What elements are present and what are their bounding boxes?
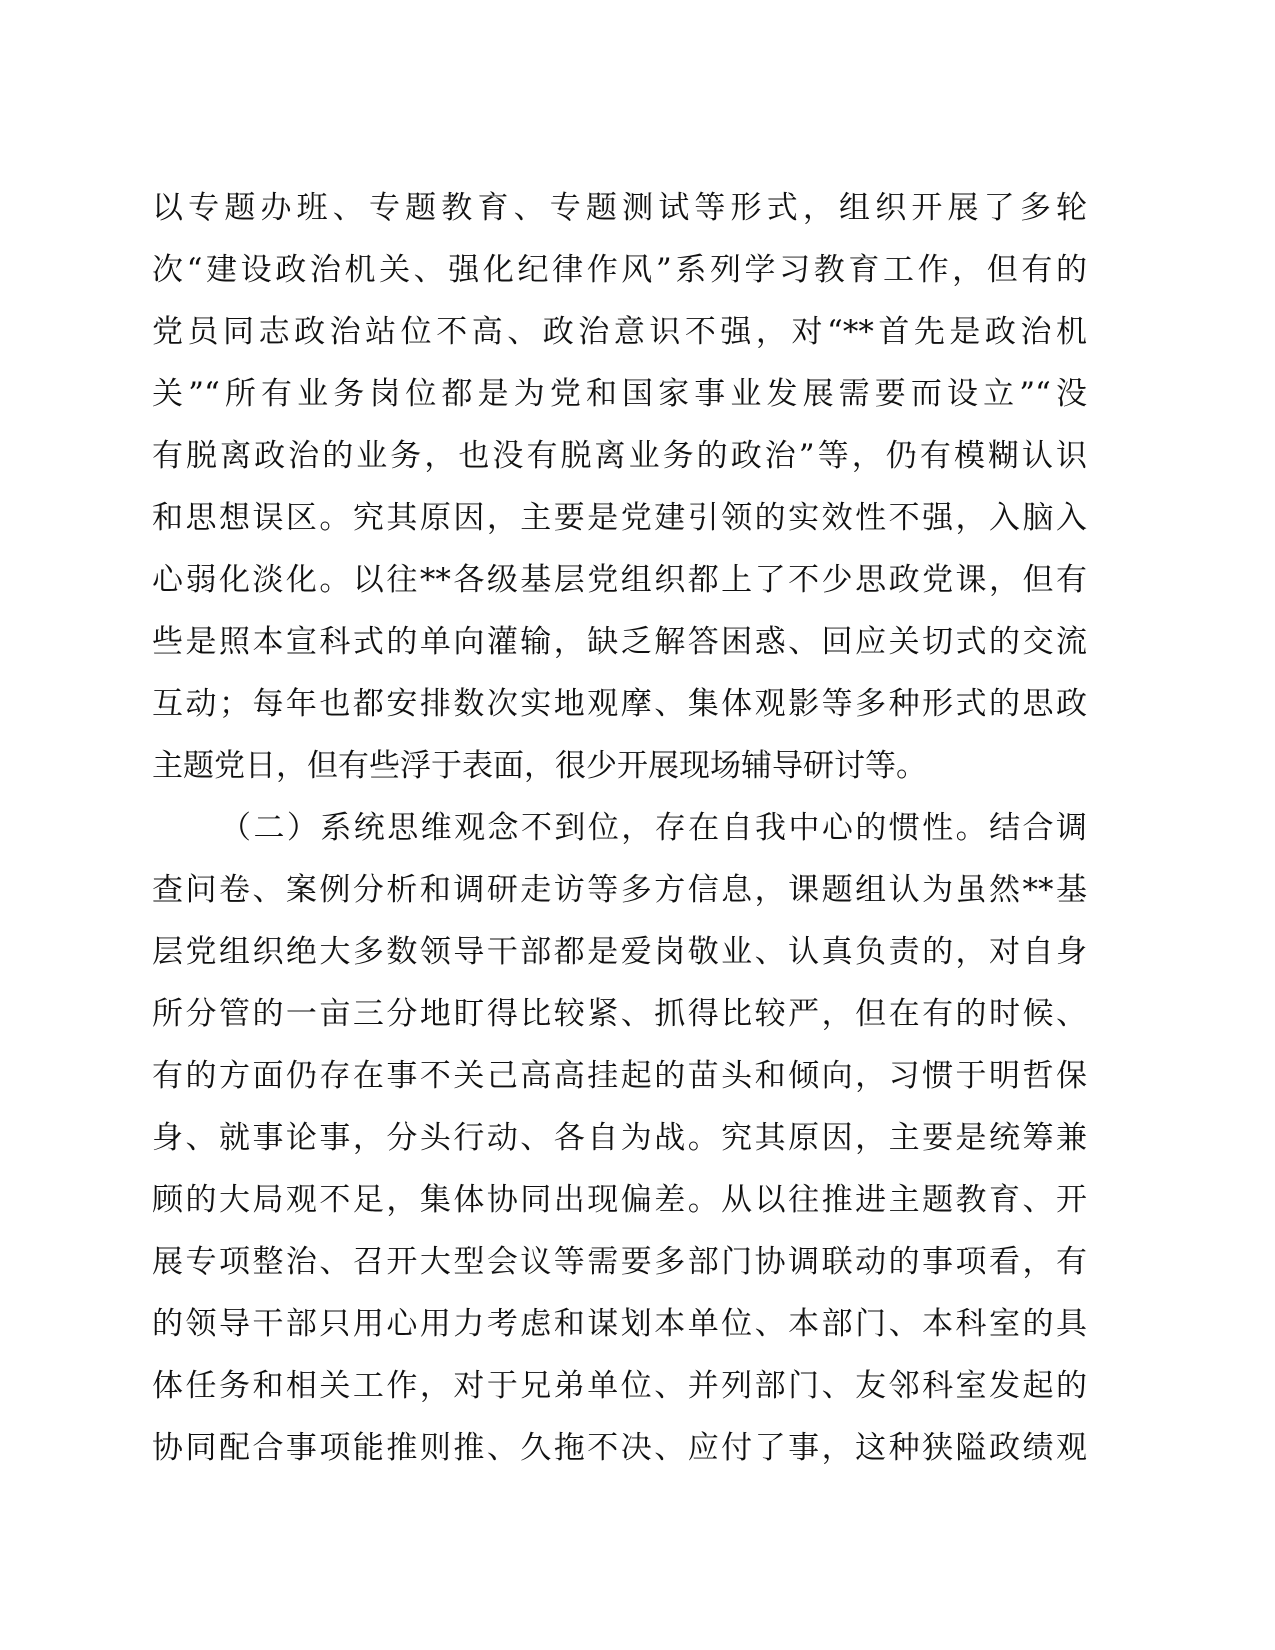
- text-line: 查问卷、案例分析和调研走访等多方信息，课题组认为虽然**基: [152, 872, 1087, 908]
- text-line: 和思想误区。究其原因，主要是党建引领的实效性不强，入脑入: [152, 500, 1087, 536]
- text-line: 的领导干部只用心用力考虑和谋划本单位、本部门、本科室的具: [152, 1306, 1087, 1342]
- text-line: 关”“所有业务岗位都是为党和国家事业发展需要而设立”“没: [152, 376, 1087, 412]
- text-line: 党员同志政治站位不高、政治意识不强，对“**首先是政治机: [152, 314, 1087, 350]
- text-line: 有脱离政治的业务，也没有脱离业务的政治”等，仍有模糊认识: [152, 438, 1087, 474]
- text-line: 些是照本宣科式的单向灌输，缺乏解答困惑、回应关切式的交流: [152, 624, 1087, 660]
- text-line: 心弱化淡化。以往**各级基层党组织都上了不少思政党课，但有: [152, 562, 1087, 598]
- text-line: 展专项整治、召开大型会议等需要多部门协调联动的事项看，有: [152, 1244, 1087, 1280]
- text-line: 身、就事论事，分头行动、各自为战。究其原因，主要是统筹兼: [152, 1120, 1087, 1156]
- text-line: 有的方面仍存在事不关己高高挂起的苗头和倾向，习惯于明哲保: [152, 1058, 1087, 1094]
- text-line: 所分管的一亩三分地盯得比较紧、抓得比较严，但在有的时候、: [152, 996, 1087, 1032]
- text-line: 次“建设政治机关、强化纪律作风”系列学习教育工作，但有的: [152, 252, 1087, 288]
- text-line: 以专题办班、专题教育、专题测试等形式，组织开展了多轮: [152, 190, 1087, 226]
- paragraph-end-line: 主题党日，但有些浮于表面，很少开展现场辅导研讨等。: [152, 748, 927, 784]
- text-line: 体任务和相关工作，对于兄弟单位、并列部门、友邻科室发起的: [152, 1368, 1087, 1404]
- body-text: [152, 177, 1087, 1479]
- text-line: 协同配合事项能推则推、久拖不决、应付了事，这种狭隘政绩观: [152, 1430, 1087, 1466]
- text-line: 层党组织绝大多数领导干部都是爱岗敬业、认真负责的，对自身: [152, 934, 1087, 970]
- text-line: 互动；每年也都安排数次实地观摩、集体观影等多种形式的思政: [152, 686, 1087, 722]
- text-line: 顾的大局观不足，集体协同出现偏差。从以往推进主题教育、开: [152, 1182, 1087, 1218]
- section-heading-line: （二）系统思维观念不到位，存在自我中心的惯性。结合调: [220, 810, 1087, 846]
